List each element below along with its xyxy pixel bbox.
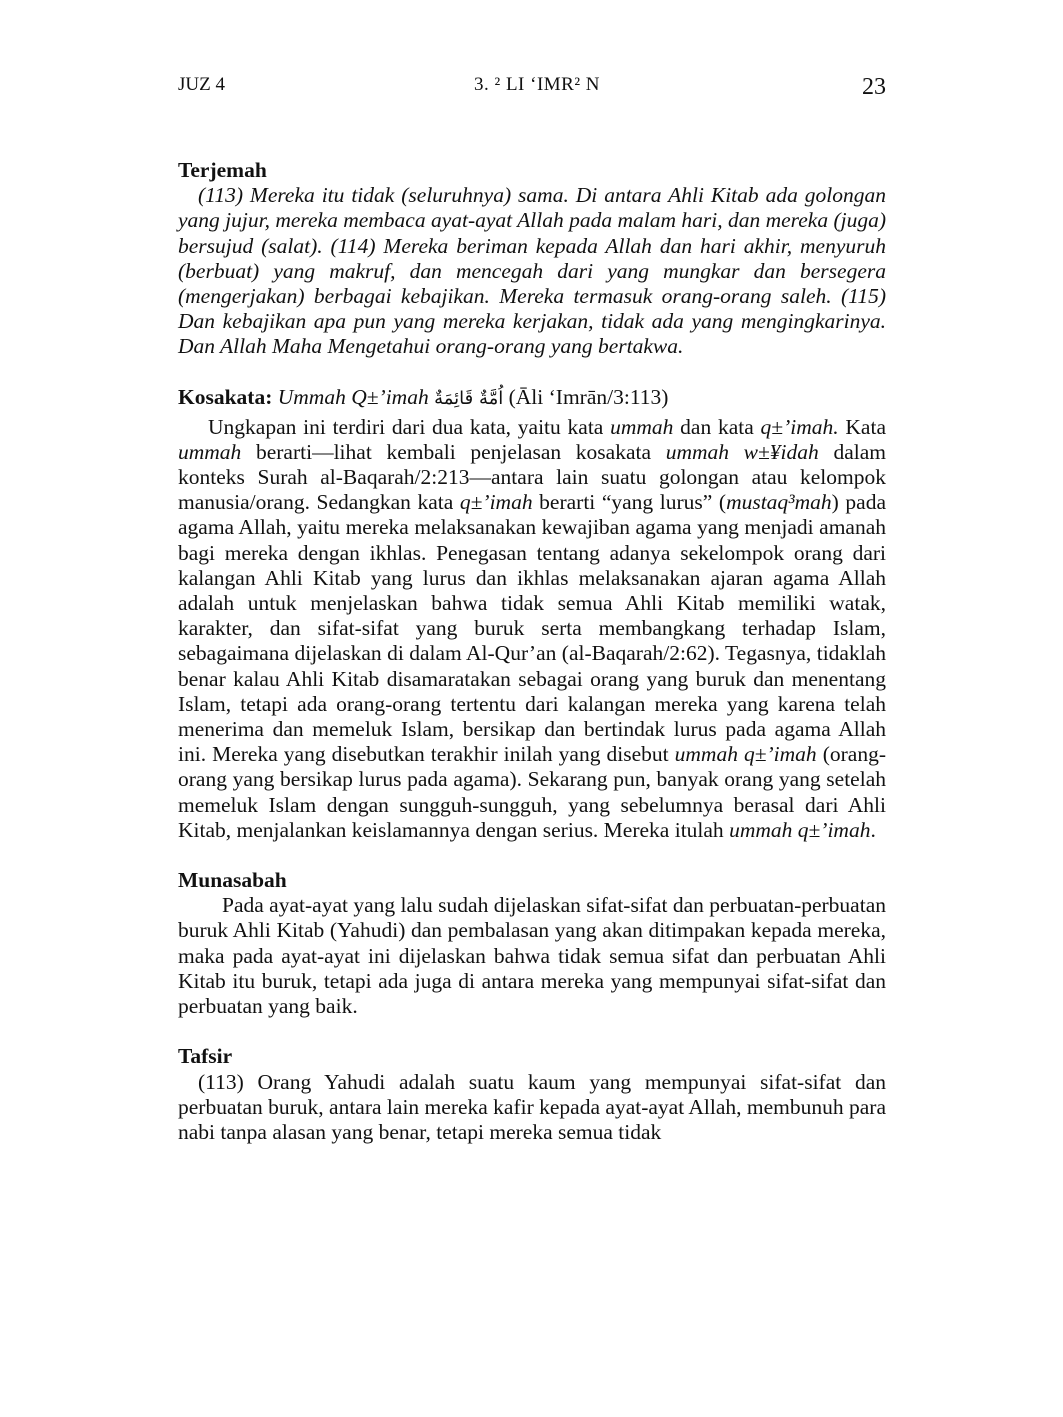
munasabah-paragraph: Pada ayat-ayat yang lalu sudah dijelaskan sifat-sifat dan perbuatan-perbuatan buruk Ahli Kitab (Yahudi) dan pembalasan yang akan ditimpakan kepada mereka, maka pada ayat-ayat ini dijelaskan bahwa tidak semua sifat dan perbuatan Ahli Kitab itu buruk, tetapi ada juga di antara mereka yang mempunyai sifat-sifat dan perbuatan yang baik. <box>178 893 886 1019</box>
tafsir-heading: Tafsir <box>178 1044 233 1069</box>
italic-term: ummah <box>178 439 242 464</box>
text-run: . <box>870 817 876 842</box>
kosakata-label: Kosakata: <box>178 384 273 409</box>
kosakata-term: Ummah Q±’imah <box>277 384 429 409</box>
italic-term: ummah w±¥idah <box>665 439 819 464</box>
text-run: dan kata <box>673 414 761 439</box>
kosakata-heading-line <box>178 385 886 415</box>
kosakata-arabic: اُمَّةٌ قَائِمَةٌ <box>434 387 504 409</box>
italic-term: ummah <box>610 414 674 439</box>
italic-term: q±’imah <box>459 490 533 515</box>
munasabah-heading: Munasabah <box>178 868 287 893</box>
kosakata-paragraph <box>178 415 886 843</box>
italic-term: ummah q±’imah <box>674 742 817 767</box>
kosakata-reference: (Āli ‘Imrān/3:113) <box>508 384 669 409</box>
text-run: berarti—lihat kembali penjelasan kosakata <box>241 439 666 464</box>
text-run: (orang-orang yang bersikap lurus pada agama). Sekarang pun, banyak orang yang setelah memeluk Islam dengan sungguh-sungguh, yang sebelumnya berasal dari Ahli Kitab, menjalankan keislamannya dengan serius. Mereka itulah <box>178 742 886 842</box>
page-body <box>178 158 886 1145</box>
running-header <box>178 72 886 108</box>
italic-term: mustaq³mah <box>726 490 832 515</box>
header-surah-title: 3. ² LI ‘IMR² N <box>474 74 601 95</box>
header-juz: JUZ 4 <box>178 74 225 95</box>
text-run: dalam konteks Surah al-Baqarah/2:213—antara lain suatu golongan atau kelompok manusia/orang. Sedangkan kata <box>178 439 886 515</box>
page-number: 23 <box>862 74 886 100</box>
section-spacer <box>178 1019 886 1044</box>
italic-term: q±’imah. <box>760 414 839 439</box>
text-run: Ungkapan ini terdiri dari dua kata, yaitu kata <box>208 414 611 439</box>
section-spacer <box>178 360 886 385</box>
terjemah-paragraph: (113) Mereka itu tidak (seluruhnya) sama. Di antara Ahli Kitab ada golongan yang jujur, mereka membaca ayat-ayat Allah pada malam hari, dan mereka (juga) bersujud (salat). (114) Mereka beriman kepada Allah dan hari akhir, menyuruh (berbuat) yang makruf, dan mencegah dari yang mungkar dan bersegera (mengerjakan) berbagai kebajikan. Mereka termasuk orang-orang saleh. (115) Dan kebajikan apa pun yang mereka kerjakan, tidak ada yang mengingkarinya. Dan Allah Maha Mengetahui orang-orang yang bertakwa. <box>178 183 886 359</box>
terjemah-heading: Terjemah <box>178 158 267 182</box>
italic-term: ummah q±’imah <box>729 817 871 842</box>
tafsir-paragraph: (113) Orang Yahudi adalah suatu kaum yang mempunyai sifat-sifat dan perbuatan buruk, antara lain mereka kafir kepada ayat-ayat Allah, membunuh para nabi tanpa alasan yang benar, tetapi mereka semua tidak <box>178 1069 886 1144</box>
text-run: berarti “yang lurus” ( <box>532 490 727 515</box>
text-run: Kata <box>838 414 886 439</box>
section-spacer <box>178 843 886 868</box>
text-run: ) pada agama Allah, yaitu mereka melaksanakan kewajiban agama yang menjadi amanah bagi mereka dengan ikhlas. Penegasan tentang adanya sekelompok orang dari kalangan Ahli Kitab yang lurus dan ikhlas melaksanakan ajaran agama Allah adalah untuk menjelaskan bahwa tidak semua Ahli Kitab memiliki watak, karakter, dan sifat-sifat yang buruk serta membangkang terhadap Islam, sebagaimana dijelaskan di dalam Al-Qur’an (al-Baqarah/2:62). Tegasnya, tidaklah benar kalau Ahli Kitab disamaratakan sebagai orang yang buruk dan menentang Islam, tetapi ada orang-orang tertentu dari kalangan mereka yang karena telah menerima dan memeluk Islam, bersikap dan bertindak lurus pada agama Allah ini. Mereka yang disebutkan terakhir inilah yang disebut <box>178 490 886 767</box>
